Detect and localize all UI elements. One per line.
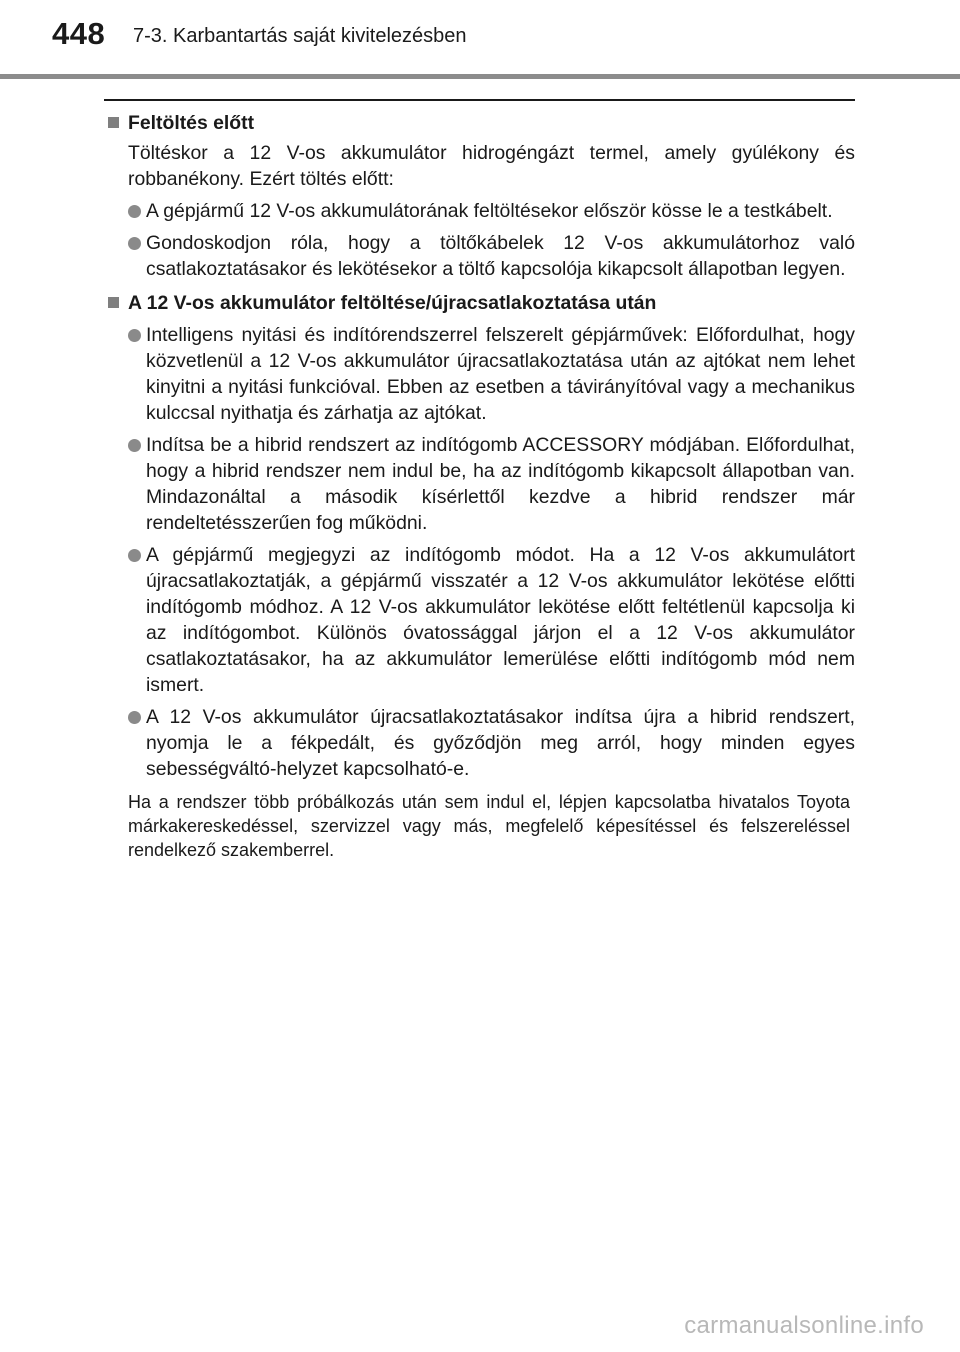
- square-bullet-icon: [108, 117, 119, 128]
- header-divider: [0, 74, 960, 79]
- section-heading: [108, 110, 855, 136]
- closing-note: Ha a rendszer több próbálkozás után sem indul el, lépjen kapcsolatba hivatalos Toyota márkakereskedéssel, szervizzel vagy más, megfelelő képesítéssel és felszereléssel rendelkező szakemberrel.: [128, 792, 850, 860]
- chapter-title: 7-3. Karbantartás saját kivitelezésben: [133, 25, 467, 47]
- list-item: [128, 322, 855, 426]
- list-item-text: Intelligens nyitási és indítórendszerrel felszerelt gépjárművek: Előfordulhat, hogy közvetlenül a 12 V-os akkumulátor újracsatlakoztatása után az ajtókat nem lehet kinyitni a nyitási funkcióval. Ebben az esetben a távirányítóval vagy a mechanikus kulccsal nyithatja és zárhatja az ajtókat.: [146, 324, 855, 424]
- section-heading-text: A 12 V-os akkumulátor feltöltése/újracsatlakoztatása után: [128, 292, 657, 314]
- circle-bullet-icon: [128, 439, 141, 452]
- section-divider: [104, 99, 855, 101]
- list-item: [128, 704, 855, 782]
- circle-bullet-icon: [128, 205, 141, 218]
- page-header: [0, 0, 960, 80]
- page-content: [108, 106, 855, 862]
- list-item-text: A gépjármű 12 V-os akkumulátorának feltöltésekor először kösse le a testkábelt.: [146, 200, 833, 222]
- list-item: [128, 542, 855, 698]
- list-item: [128, 230, 855, 282]
- square-bullet-icon: [108, 297, 119, 308]
- list-item: [128, 432, 855, 536]
- circle-bullet-icon: [128, 549, 141, 562]
- section-after-charging: [108, 290, 855, 862]
- section-intro: Töltéskor a 12 V-os akkumulátor hidrogéngázt termel, amely gyúlékony és robbanékony. Ezért töltés előtt:: [128, 142, 855, 190]
- list-item-text: Indítsa be a hibrid rendszert az indítógomb ACCESSORY módjában. Előfordulhat, hogy a hibrid rendszer nem indul be, ha az indítógomb kikapcsolt állapotban van. Mindazonáltal a második kísérlettől kezdve a hibrid rendszer már rendeltetésszerűen fog működni.: [146, 434, 855, 534]
- circle-bullet-icon: [128, 329, 141, 342]
- watermark: carmanualsonline.info: [684, 1312, 924, 1339]
- list-item-text: A 12 V-os akkumulátor újracsatlakoztatásakor indítsa újra a hibrid rendszert, nyomja le a fékpedált, és győződjön meg arról, hogy minden egyes sebességváltó-helyzet kapcsolható-e.: [146, 706, 855, 780]
- list-item-text: Gondoskodjon róla, hogy a töltőkábelek 12 V-os akkumulátorhoz való csatlakoztatásakor és lekötésekor a töltő kapcsolója kikapcsolt állapotban legyen.: [146, 232, 855, 280]
- section-heading: [108, 290, 855, 316]
- list-item: [128, 198, 855, 224]
- page-number: 448: [52, 16, 106, 51]
- section-before-charging: [108, 110, 855, 282]
- list-item-text: A gépjármű megjegyzi az indítógomb módot. Ha a 12 V-os akkumulátort újracsatlakoztatják, a gépjármű visszatér a 12 V-os akkumulátor lekötése előtti indítógomb módhoz. A 12 V-os akkumulátor lekötése előtt feltétlenül kapcsolja ki az indítógombot. Különös óvatossággal járjon el a 12 V-os akkumulátor csatlakoztatásakor, ha az akkumulátor lemerülése előtti indítógomb mód nem ismert.: [146, 544, 855, 696]
- circle-bullet-icon: [128, 711, 141, 724]
- circle-bullet-icon: [128, 237, 141, 250]
- section-heading-text: Feltöltés előtt: [128, 112, 255, 134]
